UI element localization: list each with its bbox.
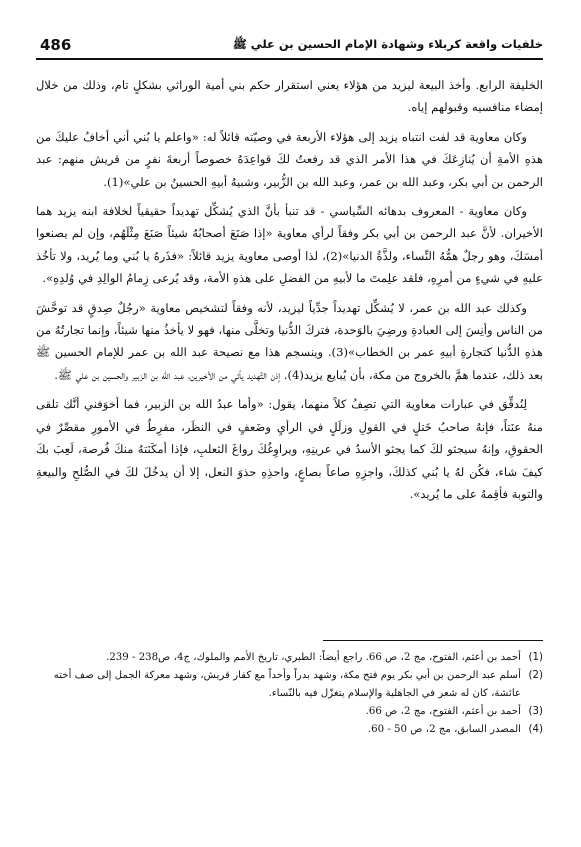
footnote-text: أسلم عبد الرحمن بن أبي بكر يوم فتح مكة، وشهد بدراً وأحداً مع كفار قريش، وشهد معركة الجمل إلى صف أخته عائشة، كان له شعر في الجاهلية والإسلام يتغزّل فيه بالنّساء.: [53, 670, 521, 699]
footnote-divider: [323, 640, 543, 641]
footnote-number: (2): [528, 670, 543, 681]
paragraph-4: وكذلك عبد الله بن عمر، لا يُشكِّل تهديداً جدِّياً ليزيد، لأنه وفقاً لتشخيص معاوية «رجُلٌ صِدقٍ قد توحَّشَ من الناس وأنِسَ إلى العبادةِ ورضِيَ بالوَحدة، فتركَ الدُّنيا وتخلَّى منها، فهو لا يأخذُ منها شيئاً، وإنما تجارتُهُ من هذهِ الدُّنيا كتجارةِ أبيهِ عمر بن الخطاب»(3). وينسجم هذا مع نصيحة عبد الله بن عمر للإمام الحسين ﷺ بعد ذلك، عندما همَّ بالخروج من مكة، بأن يُبايع يزيد(4). إذن التَّهديد يأتي من الأخيرين، عبد الله بن الزبير والحسين بن علي ﷺ.: [36, 300, 543, 382]
page-number: 486: [40, 36, 72, 54]
footnote-number: (3): [528, 706, 543, 717]
running-title: خلفيات واقعة كربلاء وشهادة الإمام الحسين بن علي ﷺ: [232, 37, 543, 51]
footnote-text: أحمد بن أعثم، الفتوح، مج 2، ص 66. راجع أيضاً: الطبري، تاريخ الأمم والملوك، ج4، ص238 - 239.: [106, 652, 521, 663]
paragraph-5: لِنُدقِّق في عبارات معاوية التي تصِفُ كلاً منهما، يقول: «وأما عبدُ الله بن الزبير، فما أخوَفني أنَّك تلقى منهُ عنَتاً، فإنهُ صاحبُ خَتلٍ في القولِ وزلَلٍ في الرأيِ وضَعفٍ في النظَر، مفرِطٌ في الأمورِ مقصِّرٌ في الحقوقِ، وإنهُ سيجثو لكَ كما يجثو الأسدُ في عرينِهِ، ويراوِغُكَ رواغَ الثعلبِ، فإذا أمكَنَتهُ منكَ فُرصة، لَعِبَ بكَ كيفَ شاء، فكُن لهُ يا بُني كذلكَ، واجزِهِ صاعاً بصاعٍ، واحذِهِ حذوَ النعل، إلا أن يدخُلَ لكَ في الصُّلحِ والبيعةِ والتوبة فأقِمهُ على ما يُريد».: [36, 397, 543, 501]
paragraph-3: وكان معاوية - المعروف بدهائه السِّياسي - قد تنبأ بأنَّ الذي يُشكِّل تهديداً حقيقياً لخلافة ابنه يزيد هما الأخيران. لأنَّ عبد الرحمن بن أبي بكر وفقاً لرأي معاوية «إذا صَنَعَ أصحابُهُ شيئاً صَنَعَ مِثْلَهُم، وإن لم يصنعوا أمسَكَ، وهو رجلٌ همُّهُ النِّساء، ولذَّةُ الدنيا»(2)، لذا أوصى معاوية يزيد قائلاً: «فذَرهُ يا بُني وما يُريد، ولا تأخُذ عليهِ في شيءٍ من أمرِهِ، فلقد علِمتَ ما لأبيهِ من الفضلِ على هذهِ الأمة، وقد يُرعى زِمامُ الوالِدِ في وُلدِهِ».: [36, 204, 543, 286]
footnote-1: [36, 649, 543, 667]
footnote-4: [36, 721, 543, 739]
footnote-number: (1): [528, 652, 543, 663]
paragraph-1: الخليفة الرابع. وأخذ البيعة ليزيد من هؤلاء يعني استقرار حكم بني أمية الوراثي بشكلٍ تام، وذلك من خلال إمضاء منافسيه وقبولهم إياه.: [36, 78, 543, 115]
footnote-3: [36, 703, 543, 721]
body-text: [36, 74, 543, 630]
footnote-text: أحمد بن أعثم، الفتوح، مج 2، ص 66.: [365, 706, 521, 717]
paragraph-2: وكان معاوية قد لفت انتباه يزيد إلى هؤلاء الأربعة في وصيّته قائلاً له: «واعلم يا بُني أني أخافُ عليكَ من هذهِ الأمةِ أن يُنازِعَكَ في هذا الأمر الذي قد رفعتُ لكَ قواعِدَهُ خصوصاً أربعةَ نفرٍ من قريش منهم: عبد الرحمن بن أبي بكر، وعبد الله بن عمر، وعبد الله بن الزُّبير، وشبيهُ أبيهِ الحسينُ بن علي»(1).: [36, 129, 543, 189]
running-header: [36, 30, 543, 60]
footnote-text: المصدر السابق، مج 2، ص 50 - 60.: [367, 724, 521, 735]
footnote-number: (4): [528, 724, 543, 735]
footnote-2: [36, 667, 543, 703]
footnotes: [36, 649, 543, 799]
